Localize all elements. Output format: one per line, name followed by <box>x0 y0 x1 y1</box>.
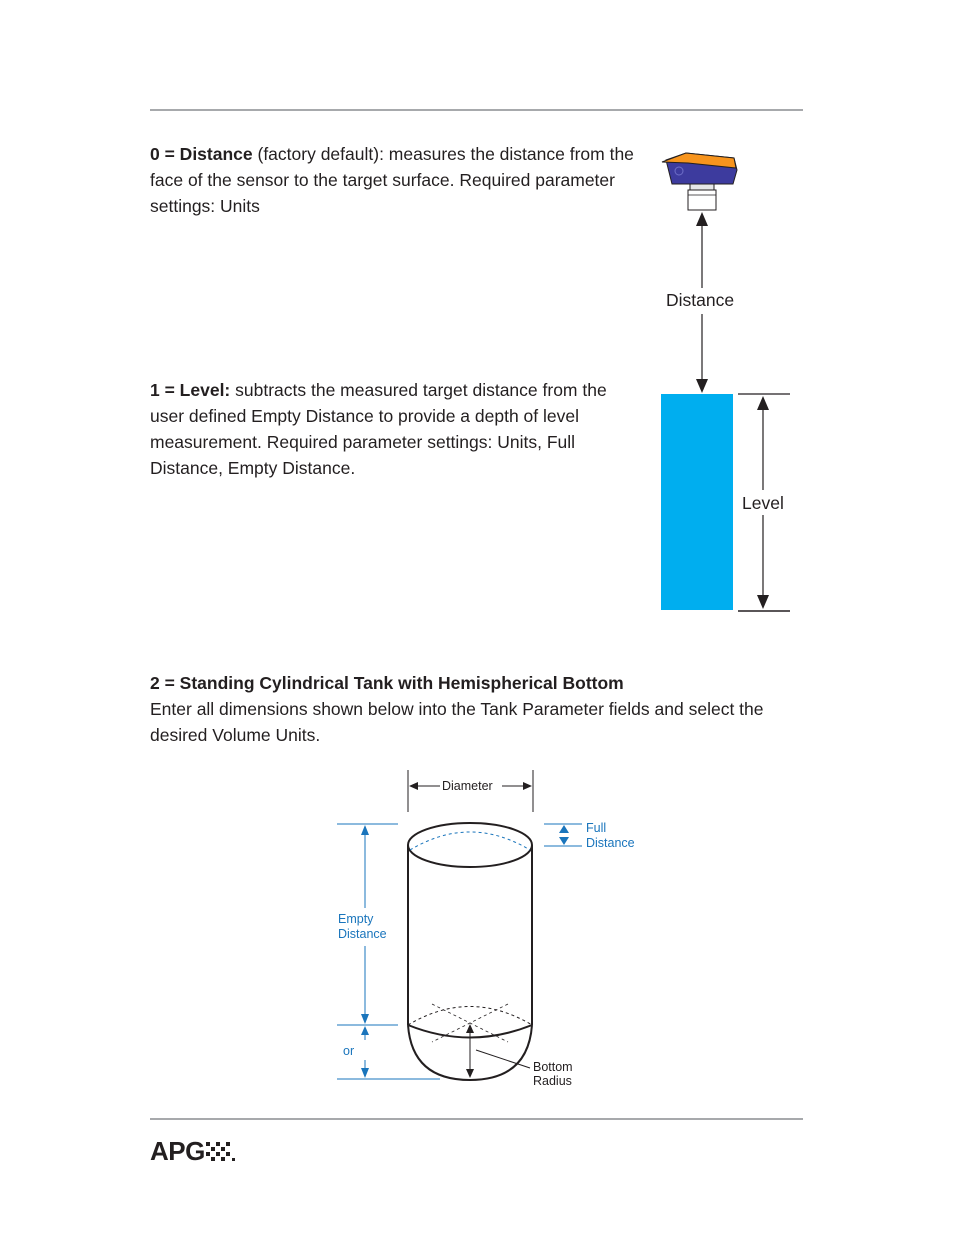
tank-top-rim <box>408 823 532 867</box>
level-mode-body: subtracts the measured target distance from the user defined Empty Distance to provide a depth of level measurement. Required parameter settings: Units, Full Distance, Empty Distance. <box>150 380 607 478</box>
apg-logo <box>150 1137 239 1165</box>
empty-distance-label: Empty Distance <box>338 912 387 941</box>
level-label: Level <box>742 493 784 513</box>
distance-label: Distance <box>666 290 735 310</box>
or-label: or <box>343 1044 355 1058</box>
tank-bottom-back <box>408 1007 532 1026</box>
full-distance-label: Full Distance <box>586 821 635 850</box>
level-mode-title: 1 = Level: <box>150 380 231 400</box>
diameter-label: Diameter <box>442 779 493 793</box>
footer-rule <box>150 1118 803 1120</box>
distance-mode-title: 0 = Distance <box>150 144 253 164</box>
tank-top-liquid <box>410 832 530 850</box>
logo-text: APG <box>150 1136 205 1166</box>
bottom-radius-label: Bottom Radius <box>533 1060 573 1088</box>
tank-mode-title: 2 = Standing Cylindrical Tank with Hemispherical Bottom <box>150 673 624 693</box>
logo-pixel-mark <box>205 1139 239 1163</box>
distance-mode-body: (factory default): measures the distance from the face of the sensor to the target surface. Required parameter settings: Units <box>150 144 634 216</box>
tank-mode-body: Enter all dimensions shown below into the Tank Parameter fields and select the desired Volume Units. <box>150 699 764 745</box>
